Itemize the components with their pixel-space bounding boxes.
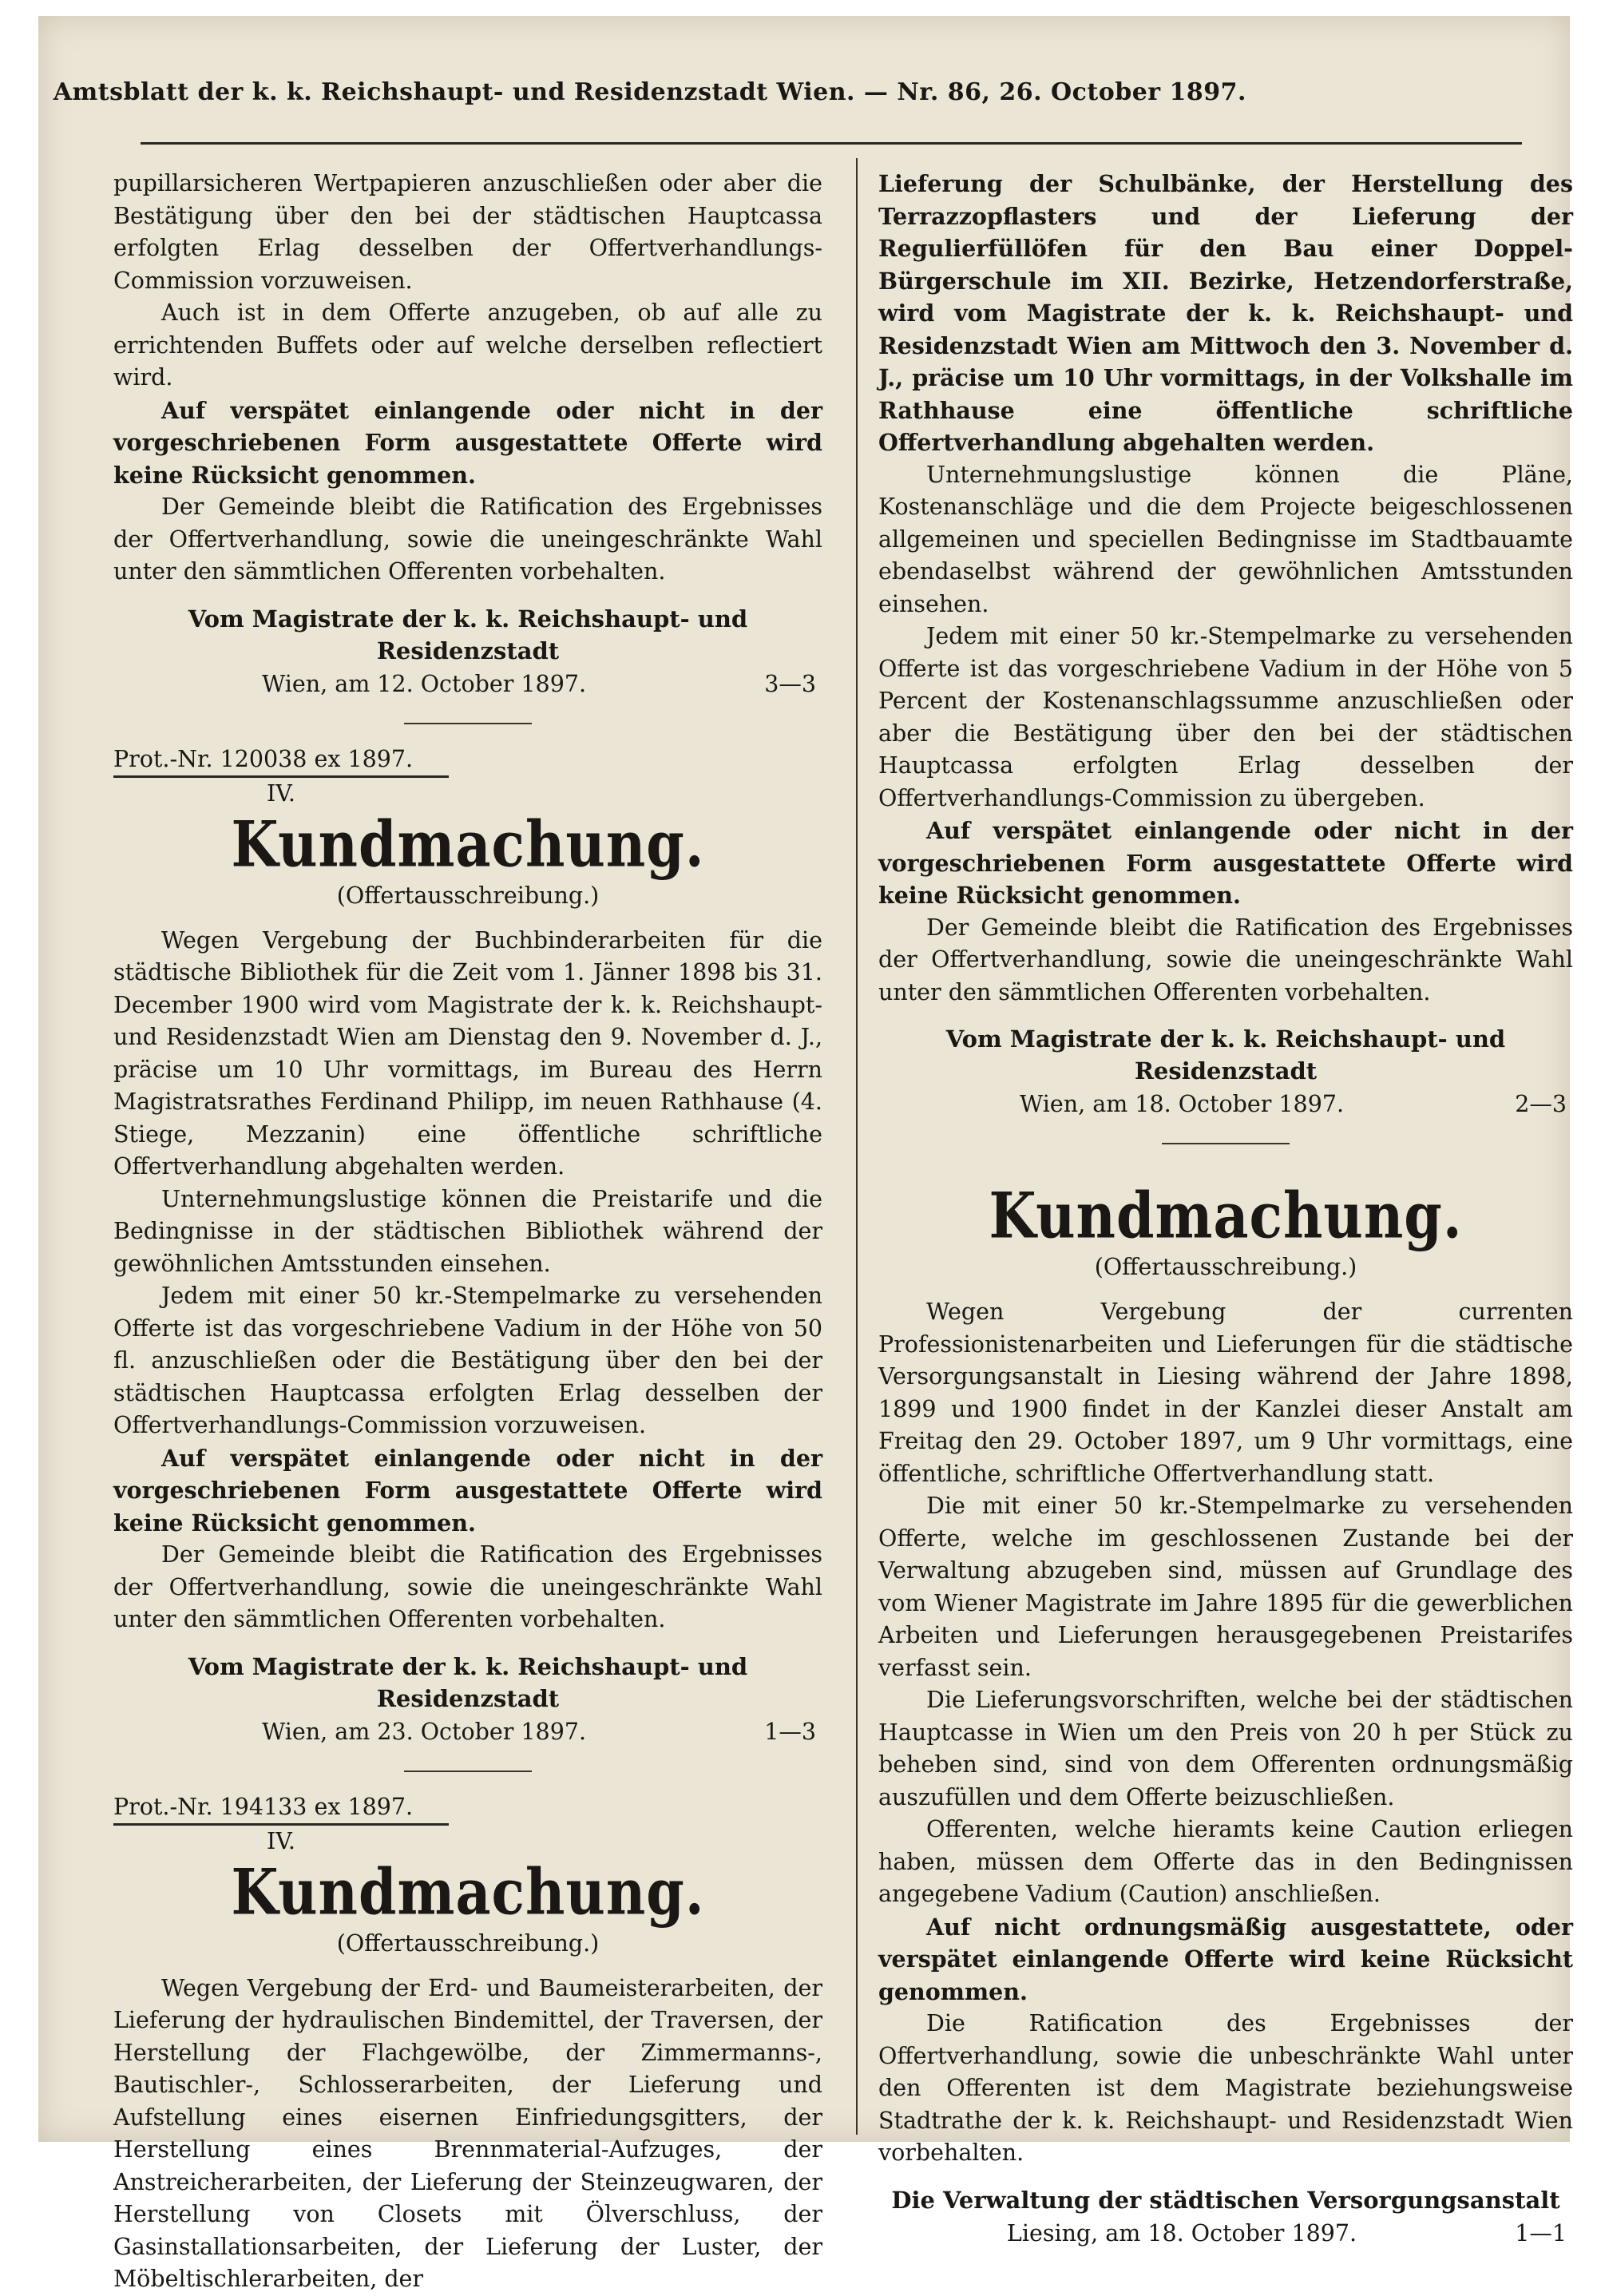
place-date: Wien, am 23. October 1897.: [261, 1718, 587, 1745]
paragraph: Offerenten, welche hieramts keine Caution erliegen haben, müssen dem Offerte das in den Bedingnissen angegebene Vadium (Caution) anschließen.: [878, 1816, 1573, 1907]
newspaper-page: [38, 16, 1573, 2292]
paragraph: Die Ratification des Ergebnisses der Offertverhandlung, sowie die unbeschränkte Wahl unter den Offerenten ist dem Magistrate beziehungsweise Stadtrathe der k. k. Reichshaupt- und Residenzstadt Wien vorbehalten.: [878, 2010, 1573, 2166]
paragraph: pupillarsicheren Wertpapieren anzuschließen oder aber die Bestätigung über den bei der städtischen Hauptcassa erfolgten Erlag desselben der Offertverhandlungs-Commission vorzuweisen.: [113, 170, 822, 294]
notice-subtitle: (Offertausschreibung.): [336, 882, 600, 909]
place-date: Wien, am 18. October 1897.: [1019, 1091, 1345, 1117]
insertion-count: 1—3: [764, 1718, 816, 1745]
signature-line: Vom Magistrate der k. k. Reichshaupt- und Residenzstadt: [188, 1652, 748, 1712]
paragraph: Auf verspätet einlangende oder nicht in der vorgeschriebenen Form ausgestattete Offerte wird keine Rücksicht genommen.: [113, 1444, 822, 1537]
paragraph: Unternehmungslustige können die Pläne, Kostenanschläge und die dem Projecte beigeschlossenen allgemeinen und speciellen Bedingnisse im Stadtbauamte ebendaselbst während der gewöhnlichen Amtsstunden einsehen.: [878, 461, 1573, 617]
separator-rule: [404, 723, 532, 724]
notice-title: Kundmachung.: [989, 1180, 1463, 1253]
section-number: IV.: [267, 1827, 295, 1854]
paragraph: Jedem mit einer 50 kr.-Stempelmarke zu versehenden Offerte ist das vorgeschriebene Vadium in der Höhe von 5 Percent der Kostenanschlagssumme anzuschließen oder aber die Bestätigung über den bei der städtischen Hauptcassa erfolgten Erlag desselben der Offertverhandlungs-Commission zu übergeben.: [878, 623, 1573, 811]
paragraph: Der Gemeinde bleibt die Ratification des Ergebnisses der Offertverhandlung, sowie die uneingeschränkte Wahl unter den sämmtlichen Offerenten vorbehalten.: [878, 914, 1573, 1005]
place-date: Wien, am 12. October 1897.: [261, 670, 587, 697]
insertion-count: 3—3: [764, 670, 816, 697]
paragraph: Wegen Vergebung der Buchbinderarbeiten für die städtische Bibliothek für die Zeit vom 1. Jänner 1898 bis 31. December 1900 wird vom Magistrate der k. k. Reichshaupt- und Residenzstadt Wien am Dienstag den 9. November d. J., präcise um 10 Uhr vormittags, im Bureau des Herrn Magistratsrathes Ferdinand Philipp, im neuen Rathhause (4. Stiege, Mezzanin) eine öffentliche schriftliche Offertverhandlung abgehalten werden.: [113, 926, 822, 1180]
header-rule: [141, 142, 1522, 145]
paragraph: Der Gemeinde bleibt die Ratification des Ergebnisses der Offertverhandlung, sowie die uneingeschränkte Wahl unter den sämmtlichen Offerenten vorbehalten.: [113, 1541, 822, 1632]
paragraph: Lieferung der Schulbänke, der Herstellung des Terrazzopflasters und der Lieferung der Regulierfüllöfen für den Bau einer Doppel-Bürgerschule im XII. Bezirke, Hetzendorferstraße, wird vom Magistrate der k. k. Reichshaupt- und Residenzstadt Wien am Mittwoch den 3. November d. J., präcise um 10 Uhr vormittags, in der Volkshalle im Rathhause eine öffentliche schriftliche Offertverhandlung abgehalten werden.: [878, 170, 1573, 456]
paragraph: Die mit einer 50 kr.-Stempelmarke zu versehenden Offerte, welche im geschlossenen Zustande bei der Verwaltung abzugeben sind, müssen auf Grundlage des vom Wiener Magistrate im Jahre 1895 für die gewerblichen Arbeiten und Lieferungen herausgegebenen Preistarifes verfasst sein.: [878, 1493, 1573, 1681]
right-column: [878, 168, 1573, 2251]
protocol-number: Prot.-Nr. 120038 ex 1897.: [113, 745, 449, 778]
notice-subtitle: (Offertausschreibung.): [1094, 1254, 1357, 1280]
notice-title: Kundmachung.: [231, 807, 705, 882]
paragraph: Auf verspätet einlangende oder nicht in der vorgeschriebenen Form ausgestattete Offerte wird keine Rücksicht genommen.: [113, 396, 822, 489]
place-date-line: [113, 1715, 822, 1750]
signature-line: Vom Magistrate der k. k. Reichshaupt- und Residenzstadt: [188, 605, 748, 664]
paragraph: Wegen Vergebung der currenten Professionistenarbeiten und Lieferungen für die städtische Versorgungsanstalt in Liesing während der Jahre 1898, 1899 und 1900 findet in der Kanzlei dieser Anstalt am Freitag den 29. October 1897, um 9 Uhr vormittags, eine öffentliche, schriftliche Offertverhandlung statt.: [878, 1299, 1573, 1487]
left-column: [113, 168, 822, 2296]
separator-rule: [1162, 1143, 1290, 1144]
place-date-line: [113, 667, 822, 702]
signature-line: Die Verwaltung der städtischen Versorgungsanstalt: [891, 2186, 1560, 2214]
page-header: Amtsblatt der k. k. Reichshaupt- und Residenzstadt Wien. — Nr. 86, 26. October 1897.: [53, 78, 1246, 106]
paragraph: Auch ist in dem Offerte anzugeben, ob auf alle zu errichtenden Buffets oder auf welche derselben reflectiert wird.: [113, 299, 822, 391]
paragraph: Jedem mit einer 50 kr.-Stempelmarke zu versehenden Offerte ist das vorgeschriebene Vadium in der Höhe von 50 fl. anzuschließen oder die Bestätigung über den bei der städtischen Hauptcassa erfolgten Erlag desselben der Offertverhandlungs-Commission vorzuweisen.: [113, 1283, 822, 1438]
paragraph: Der Gemeinde bleibt die Ratification des Ergebnisses der Offertverhandlung, sowie die uneingeschränkte Wahl unter den sämmtlichen Offerenten vorbehalten.: [113, 494, 822, 585]
column-divider: [856, 158, 858, 2135]
place-date-line: [878, 1087, 1573, 1122]
paragraph: Auf nicht ordnungsmäßig ausgestattete, oder verspätet einlangende Offerte wird keine Rücksicht genommen.: [878, 1913, 1573, 2005]
paragraph: Auf verspätet einlangende oder nicht in der vorgeschriebenen Form ausgestattete Offerte wird keine Rücksicht genommen.: [878, 817, 1573, 909]
protocol-number: Prot.-Nr. 194133 ex 1897.: [113, 1793, 449, 1826]
separator-rule: [404, 1771, 532, 1772]
insertion-count: 2—3: [1515, 1091, 1567, 1117]
paragraph: Unternehmungslustige können die Preistarife und die Bedingnisse in der städtischen Bibliothek während der gewöhnlichen Amtsstunden einsehen.: [113, 1185, 822, 1277]
notice-title: Kundmachung.: [231, 1855, 705, 1929]
paragraph: Wegen Vergebung der Erd- und Baumeisterarbeiten, der Lieferung der hydraulischen Bindemittel, der Traversen, der Herstellung der Flachgewölbe, der Zimmermanns-, Bautischler-, Schlosserarbeiten, der Lieferung und Aufstellung eines eisernen Einfriedungsgitters, der Herstellung eines Brennmaterial-Aufzuges, der Anstreicherarbeiten, der Lieferung der Steinzeugwaren, der Herstellung von Closets mit Ölverschluss, der Gasinstallationsarbeiten, der Lieferung der Luster, der Möbeltischlerarbeiten, der: [113, 1974, 822, 2292]
insertion-count: 1—1: [1515, 2219, 1567, 2246]
section-number: IV.: [267, 779, 295, 807]
place-date: Liesing, am 18. October 1897.: [1006, 2219, 1357, 2246]
paragraph: Die Lieferungsvorschriften, welche bei der städtischen Hauptcasse in Wien um den Preis von 20 h per Stück zu beheben sind, sind von dem Offerenten ordnungsmäßig auszufüllen und dem Offerte beizuschließen.: [878, 1687, 1573, 1810]
signature-line: Vom Magistrate der k. k. Reichshaupt- und Residenzstadt: [945, 1025, 1506, 1085]
notice-subtitle: (Offertausschreibung.): [336, 1929, 600, 1957]
place-date-line: [878, 2216, 1573, 2251]
